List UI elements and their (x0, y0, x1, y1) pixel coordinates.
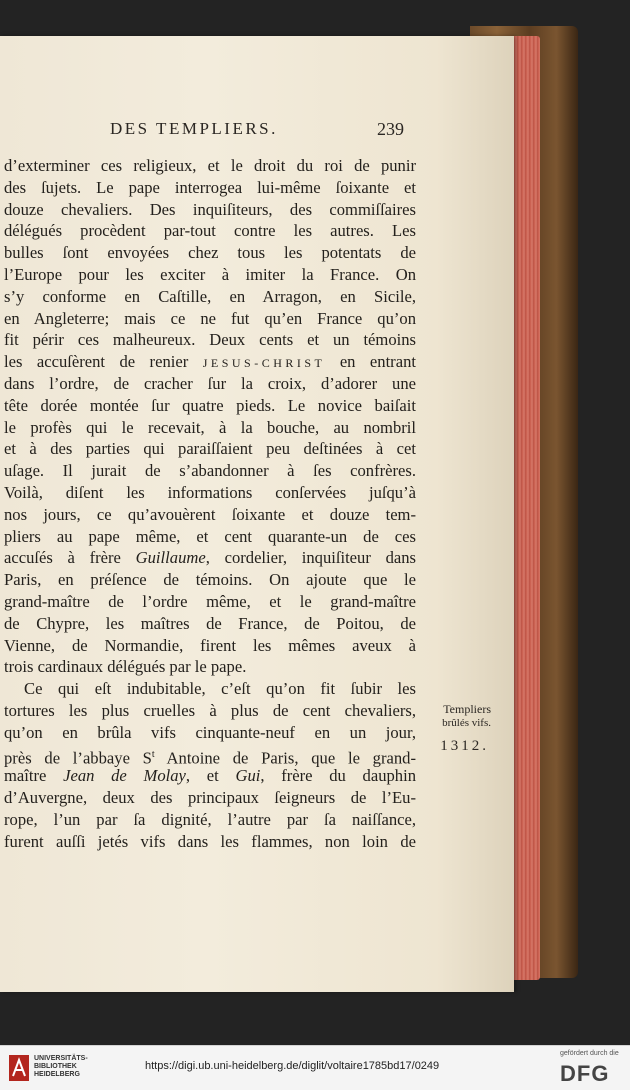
text-segment: accuſés à frère (4, 548, 121, 568)
text-line: de Chypre, les maîtres de France, de Poitou, de (4, 613, 416, 633)
text-line: d’Auvergne, deux des principaux ſeigneurs de l’Eu- (4, 788, 416, 808)
text-line: trois cardinaux délégués par le pape. (4, 657, 247, 677)
jesus-christ-smallcaps: JESUS-CHRIST (202, 356, 326, 371)
text-line (4, 547, 416, 569)
library-name-line: HEIDELBERG (34, 1071, 80, 1078)
text-line: Ce qui eſt indubitable, c’eſt qu’on fit ſubir les (24, 679, 416, 699)
text-segment: maître (4, 766, 47, 786)
text-segment: près de l’abbaye S (4, 748, 152, 768)
text-line: douze chevaliers. Des inquiſiteurs, des commiſſaires (4, 199, 416, 219)
italic-name-guillaume: Guillaume (135, 548, 206, 568)
text-line: tête dorée montée ſur quatre pieds. Le novice baiſait (4, 395, 416, 415)
text-line: pliers au pape même, et cent quarante-un de ces (4, 526, 416, 546)
text-line: dans l’ordre, de cracher ſur la croix, d’adorer une (4, 373, 416, 393)
text-line: Paris, en préſence de témoins. On ajoute que le (4, 570, 416, 590)
superscript: t (151, 748, 155, 760)
text-segment: , cordelier, inquiſiteur dans (205, 548, 416, 568)
university-library-logo-icon (8, 1054, 30, 1082)
text-line: l’Europe pour les exciter à imiter la France. On (4, 264, 416, 284)
permalink-url[interactable]: https://digi.ub.uni-heidelberg.de/diglit/voltaire1785bd17/0249 (145, 1060, 440, 1072)
text-line: des ſujets. Le pape interrogea lui-même ſoixante et (4, 177, 416, 197)
margin-note (407, 702, 491, 756)
funded-by-label: gefördert durch die (560, 1050, 619, 1057)
page-number: 239 (377, 119, 404, 139)
running-head: DES TEMPLIERS. (110, 119, 278, 138)
library-name (34, 1055, 114, 1079)
library-name-line: BIBLIOTHEK (34, 1063, 77, 1070)
text-line: furent auſſi jetés vifs dans les flammes, non loin de (4, 831, 416, 851)
viewer-footer (0, 1045, 630, 1090)
text-line: qu’on en brûla vifs cinquante-neuf en un jour, (4, 722, 416, 742)
text-line: Vienne, de Normandie, firent les mêmes aveux à (4, 635, 416, 655)
text-line: rope, l’un par ſa dignité, l’autre par ſa naiſſance, (4, 809, 416, 829)
text-line: fit périr ces malheureux. Deux cents et un témoins (4, 330, 416, 350)
text-line: nos jours, ce qu’avouèrent ſoixante et douze tem- (4, 504, 416, 524)
text-line: en Angleterre; mais ce ne fut qu’en France qu’on (4, 308, 416, 328)
text-line (4, 351, 416, 373)
text-line: d’exterminer ces religieux, et le droit du roi de punir (4, 156, 416, 175)
text-segment: , et (185, 766, 219, 786)
text-line (4, 765, 416, 787)
book-page (0, 36, 514, 992)
text-line: s’y conforme en Caſtille, en Arragon, en Sicile, (4, 286, 416, 306)
text-line: uſage. Il jurait de s’abandonner à ſes confrères. (4, 461, 416, 481)
dfg-logo: DFG (560, 1061, 610, 1086)
italic-name-jean-de-molay: Jean de Molay (63, 766, 186, 786)
library-name-line: UNIVERSITÄTS- (34, 1055, 88, 1062)
text-line: bulles ſont envoyées chez tous les potentats de (4, 243, 416, 263)
body-text (4, 155, 416, 853)
text-line: et à des parties qui paraiſſaient peu deſtinées à cet (4, 439, 416, 459)
margin-note-year: 1312. (440, 738, 489, 754)
text-segment: Antoine de Paris, que le grand- (154, 748, 416, 768)
text-line: tortures les plus cruelles à plus de cent chevaliers, (4, 700, 416, 720)
text-line: le profès qui le recevait, à la bouche, au nombril (4, 417, 416, 437)
margin-note-subtitle: brûlés vifs. (442, 717, 491, 729)
text-line (4, 744, 416, 766)
text-line: délégués procèdent par-tout contre les autres. Les (4, 221, 416, 241)
italic-name-gui: Gui (235, 766, 261, 786)
margin-note-title: Templiers (443, 702, 491, 716)
text-segment: les accuſèrent de renier (4, 352, 189, 372)
text-line: grand-maître de l’ordre même, et le grand-maître (4, 591, 416, 611)
text-segment: en entrant (339, 352, 416, 372)
text-segment: , frère du dauphin (260, 766, 416, 786)
text-line: Voilà, diſent les informations conſervées juſqu’à (4, 482, 416, 502)
